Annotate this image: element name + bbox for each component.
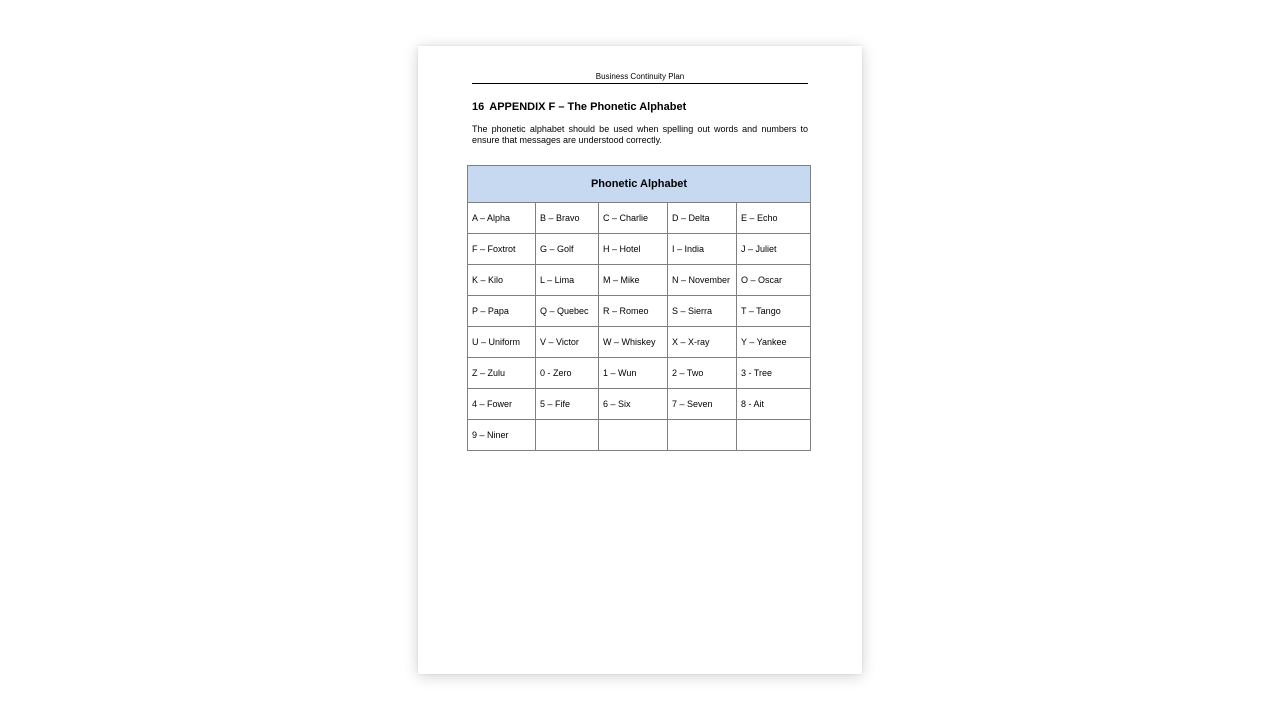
section-number: 16 bbox=[472, 101, 485, 113]
table-cell: Z – Zulu bbox=[468, 358, 536, 389]
table-row bbox=[468, 358, 811, 389]
table-cell: V – Victor bbox=[536, 327, 599, 358]
table-cell: O – Oscar bbox=[737, 265, 811, 296]
table-cell: 9 – Niner bbox=[468, 420, 536, 451]
table-cell: X – X-ray bbox=[668, 327, 737, 358]
table-cell: L – Lima bbox=[536, 265, 599, 296]
table-cell bbox=[599, 420, 668, 451]
table-cell: Y – Yankee bbox=[737, 327, 811, 358]
table-cell: T – Tango bbox=[737, 296, 811, 327]
document-page bbox=[418, 46, 862, 674]
table-row bbox=[468, 420, 811, 451]
table-cell: A – Alpha bbox=[468, 203, 536, 234]
table-cell: B – Bravo bbox=[536, 203, 599, 234]
table-cell: D – Delta bbox=[668, 203, 737, 234]
table-cell: H – Hotel bbox=[599, 234, 668, 265]
table-row bbox=[468, 296, 811, 327]
table-row bbox=[468, 234, 811, 265]
table-cell: R – Romeo bbox=[599, 296, 668, 327]
table-cell: 8 - Ait bbox=[737, 389, 811, 420]
running-header: Business Continuity Plan bbox=[472, 72, 808, 84]
table-row bbox=[468, 327, 811, 358]
table-cell: 2 – Two bbox=[668, 358, 737, 389]
table-cell: K – Kilo bbox=[468, 265, 536, 296]
table-row bbox=[468, 389, 811, 420]
table-cell: 4 – Fower bbox=[468, 389, 536, 420]
table-cell: G – Golf bbox=[536, 234, 599, 265]
table-cell: 1 – Wun bbox=[599, 358, 668, 389]
table-row bbox=[468, 265, 811, 296]
table-cell: U – Uniform bbox=[468, 327, 536, 358]
table-cell: S – Sierra bbox=[668, 296, 737, 327]
table-cell: 5 – Fife bbox=[536, 389, 599, 420]
table-cell bbox=[737, 420, 811, 451]
table-cell: P – Papa bbox=[468, 296, 536, 327]
table-cell: Q – Quebec bbox=[536, 296, 599, 327]
table-cell: M – Mike bbox=[599, 265, 668, 296]
table-cell: N – November bbox=[668, 265, 737, 296]
table-cell: 0 - Zero bbox=[536, 358, 599, 389]
phonetic-alphabet-table bbox=[467, 165, 811, 451]
section-heading bbox=[472, 101, 686, 113]
table-cell: W – Whiskey bbox=[599, 327, 668, 358]
intro-paragraph: The phonetic alphabet should be used when spelling out words and numbers to ensure that messages are understood correctly. bbox=[472, 124, 808, 145]
table-cell: J – Juliet bbox=[737, 234, 811, 265]
table-row bbox=[468, 203, 811, 234]
section-title: APPENDIX F – The Phonetic Alphabet bbox=[489, 101, 687, 113]
table-cell: 3 - Tree bbox=[737, 358, 811, 389]
table-cell bbox=[668, 420, 737, 451]
table-cell: I – India bbox=[668, 234, 737, 265]
table-cell bbox=[536, 420, 599, 451]
table-cell: F – Foxtrot bbox=[468, 234, 536, 265]
table-cell: C – Charlie bbox=[599, 203, 668, 234]
table-title: Phonetic Alphabet bbox=[468, 166, 811, 203]
table-cell: E – Echo bbox=[737, 203, 811, 234]
table-cell: 6 – Six bbox=[599, 389, 668, 420]
table-cell: 7 – Seven bbox=[668, 389, 737, 420]
